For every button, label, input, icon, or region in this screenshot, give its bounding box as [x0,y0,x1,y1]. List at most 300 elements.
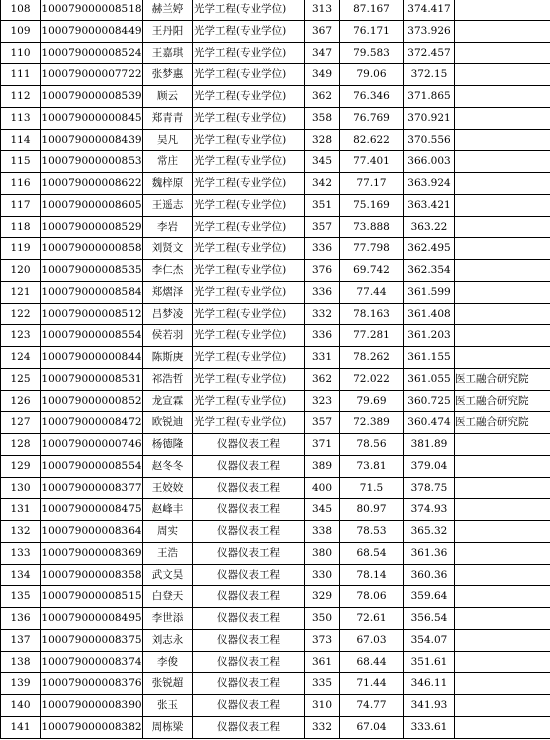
total-score-cell: 366.003 [404,151,455,173]
major-cell: 光学工程(专业学位) [193,281,305,303]
note-cell [455,521,550,543]
note-cell [455,695,550,717]
initial-score-cell: 345 [305,499,340,521]
major-cell: 光学工程(专业学位) [193,42,305,64]
rank-cell: 136 [1,608,41,630]
retest-score-cell: 67.03 [340,629,404,651]
table-body [1,0,550,738]
initial-score-cell: 332 [305,716,340,738]
major-cell: 光学工程(专业学位) [193,368,305,390]
note-cell [455,151,550,173]
major-cell: 仪器仪表工程 [193,499,305,521]
table-row [1,695,550,717]
major-cell: 仪器仪表工程 [193,629,305,651]
candidate-id-cell: 100079000008369 [41,542,143,564]
major-cell: 光学工程(专业学位) [193,173,305,195]
candidate-id-cell: 100079000000853 [41,151,143,173]
table-row [1,129,550,151]
rank-cell: 108 [1,0,41,20]
major-cell: 仪器仪表工程 [193,608,305,630]
initial-score-cell: 350 [305,608,340,630]
candidate-name-cell: 李俊 [143,651,193,673]
total-score-cell: 361.599 [404,281,455,303]
candidate-name-cell: 张锐超 [143,673,193,695]
total-score-cell: 346.11 [404,673,455,695]
retest-score-cell: 79.69 [340,390,404,412]
total-score-cell: 370.556 [404,129,455,151]
rank-cell: 115 [1,151,41,173]
table-row [1,194,550,216]
candidate-id-cell: 100079000000852 [41,390,143,412]
note-cell [455,586,550,608]
table-row [1,499,550,521]
major-cell: 仪器仪表工程 [193,455,305,477]
rank-cell: 121 [1,281,41,303]
note-cell [455,260,550,282]
retest-score-cell: 80.97 [340,499,404,521]
retest-score-cell: 74.77 [340,695,404,717]
initial-score-cell: 373 [305,629,340,651]
retest-score-cell: 71.44 [340,673,404,695]
candidate-id-cell: 100079000008375 [41,629,143,651]
note-cell: 医工融合研究院 [455,390,550,412]
candidate-name-cell: 欧锐迪 [143,412,193,434]
rank-cell: 124 [1,347,41,369]
retest-score-cell: 82.622 [340,129,404,151]
total-score-cell: 381.89 [404,434,455,456]
table-row [1,477,550,499]
candidate-name-cell: 吴凡 [143,129,193,151]
table-row [1,20,550,42]
table-row [1,455,550,477]
total-score-cell: 361.055 [404,368,455,390]
table-row [1,216,550,238]
note-cell [455,173,550,195]
candidate-name-cell: 王姣姣 [143,477,193,499]
major-cell: 光学工程(专业学位) [193,347,305,369]
major-cell: 仪器仪表工程 [193,521,305,543]
candidate-name-cell: 张梦惠 [143,64,193,86]
table-row [1,542,550,564]
candidate-name-cell: 魏梓原 [143,173,193,195]
table-row [1,86,550,108]
rank-cell: 134 [1,564,41,586]
total-score-cell: 360.474 [404,412,455,434]
initial-score-cell: 330 [305,564,340,586]
initial-score-cell: 371 [305,434,340,456]
initial-score-cell: 323 [305,390,340,412]
candidate-name-cell: 武文昊 [143,564,193,586]
initial-score-cell: 357 [305,216,340,238]
rank-cell: 141 [1,716,41,738]
candidate-name-cell: 赵冬冬 [143,455,193,477]
candidate-name-cell: 王浩 [143,542,193,564]
initial-score-cell: 328 [305,129,340,151]
rank-cell: 111 [1,64,41,86]
retest-score-cell: 77.401 [340,151,404,173]
candidate-name-cell: 祁浩哲 [143,368,193,390]
candidate-name-cell: 吕梦凌 [143,303,193,325]
candidate-id-cell: 100079000008439 [41,129,143,151]
retest-score-cell: 78.56 [340,434,404,456]
candidate-name-cell: 刘志永 [143,629,193,651]
candidate-name-cell: 侯若羽 [143,325,193,347]
rank-cell: 131 [1,499,41,521]
major-cell: 光学工程(专业学位) [193,325,305,347]
note-cell [455,564,550,586]
retest-score-cell: 75.169 [340,194,404,216]
candidate-id-cell: 100079000008605 [41,194,143,216]
candidate-name-cell: 龙宣霖 [143,390,193,412]
candidate-id-cell: 100079000000746 [41,434,143,456]
total-score-cell: 371.865 [404,86,455,108]
note-cell [455,347,550,369]
candidate-name-cell: 赫兰婷 [143,0,193,20]
table-row [1,629,550,651]
major-cell: 光学工程(专业学位) [193,64,305,86]
retest-score-cell: 69.742 [340,260,404,282]
initial-score-cell: 400 [305,477,340,499]
initial-score-cell: 336 [305,281,340,303]
rank-cell: 112 [1,86,41,108]
table-row [1,281,550,303]
total-score-cell: 333.61 [404,716,455,738]
major-cell: 光学工程(专业学位) [193,390,305,412]
retest-score-cell: 71.5 [340,477,404,499]
table-row [1,238,550,260]
major-cell: 光学工程(专业学位) [193,216,305,238]
initial-score-cell: 336 [305,238,340,260]
candidate-id-cell: 100079000008472 [41,412,143,434]
note-cell [455,303,550,325]
note-cell [455,129,550,151]
major-cell: 仪器仪表工程 [193,586,305,608]
candidate-id-cell: 100079000008515 [41,586,143,608]
initial-score-cell: 342 [305,173,340,195]
major-cell: 仪器仪表工程 [193,651,305,673]
candidate-id-cell: 100079000008531 [41,368,143,390]
retest-score-cell: 78.262 [340,347,404,369]
table-row [1,673,550,695]
initial-score-cell: 310 [305,695,340,717]
table-row [1,0,550,20]
total-score-cell: 374.93 [404,499,455,521]
major-cell: 光学工程(专业学位) [193,107,305,129]
retest-score-cell: 72.61 [340,608,404,630]
note-cell: 医工融合研究院 [455,412,550,434]
candidate-name-cell: 杨德隆 [143,434,193,456]
retest-score-cell: 77.798 [340,238,404,260]
note-cell [455,499,550,521]
initial-score-cell: 329 [305,586,340,608]
initial-score-cell: 358 [305,107,340,129]
major-cell: 光学工程(专业学位) [193,303,305,325]
total-score-cell: 341.93 [404,695,455,717]
initial-score-cell: 345 [305,151,340,173]
rank-cell: 116 [1,173,41,195]
total-score-cell: 361.408 [404,303,455,325]
candidate-name-cell: 刘贤文 [143,238,193,260]
candidate-name-cell: 李岩 [143,216,193,238]
initial-score-cell: 349 [305,64,340,86]
initial-score-cell: 331 [305,347,340,369]
initial-score-cell: 338 [305,521,340,543]
table-row [1,608,550,630]
total-score-cell: 378.75 [404,477,455,499]
total-score-cell: 363.22 [404,216,455,238]
note-cell [455,716,550,738]
candidate-id-cell: 100079000007722 [41,64,143,86]
total-score-cell: 370.921 [404,107,455,129]
candidate-id-cell: 100079000008364 [41,521,143,543]
table-row [1,42,550,64]
rank-cell: 113 [1,107,41,129]
retest-score-cell: 79.583 [340,42,404,64]
table-row [1,151,550,173]
total-score-cell: 361.203 [404,325,455,347]
retest-score-cell: 78.14 [340,564,404,586]
candidate-id-cell: 100079000008535 [41,260,143,282]
candidate-name-cell: 李世添 [143,608,193,630]
rank-cell: 125 [1,368,41,390]
note-cell [455,651,550,673]
rank-cell: 109 [1,20,41,42]
initial-score-cell: 335 [305,673,340,695]
note-cell [455,477,550,499]
note-cell [455,325,550,347]
initial-score-cell: 313 [305,0,340,20]
note-cell [455,86,550,108]
candidate-id-cell: 100079000000844 [41,347,143,369]
note-cell [455,629,550,651]
retest-score-cell: 72.389 [340,412,404,434]
candidate-id-cell: 100079000008524 [41,42,143,64]
rank-cell: 135 [1,586,41,608]
initial-score-cell: 362 [305,368,340,390]
note-cell [455,281,550,303]
candidate-id-cell: 100079000008390 [41,695,143,717]
retest-score-cell: 76.346 [340,86,404,108]
candidate-name-cell: 郑熠泽 [143,281,193,303]
note-cell [455,107,550,129]
retest-score-cell: 72.022 [340,368,404,390]
rank-cell: 126 [1,390,41,412]
retest-score-cell: 77.17 [340,173,404,195]
candidate-id-cell: 100079000008529 [41,216,143,238]
major-cell: 仪器仪表工程 [193,542,305,564]
rank-cell: 128 [1,434,41,456]
rank-cell: 123 [1,325,41,347]
retest-score-cell: 76.171 [340,20,404,42]
candidate-id-cell: 100079000000858 [41,238,143,260]
total-score-cell: 379.04 [404,455,455,477]
major-cell: 仪器仪表工程 [193,673,305,695]
table-row [1,412,550,434]
rank-cell: 129 [1,455,41,477]
major-cell: 仪器仪表工程 [193,716,305,738]
total-score-cell: 359.64 [404,586,455,608]
candidate-id-cell: 100079000008377 [41,477,143,499]
table-row [1,651,550,673]
candidate-name-cell: 周实 [143,521,193,543]
major-cell: 光学工程(专业学位) [193,412,305,434]
retest-score-cell: 73.888 [340,216,404,238]
candidate-id-cell: 100079000008539 [41,86,143,108]
total-score-cell: 363.421 [404,194,455,216]
rank-cell: 140 [1,695,41,717]
rank-cell: 117 [1,194,41,216]
total-score-cell: 372.457 [404,42,455,64]
initial-score-cell: 380 [305,542,340,564]
candidate-name-cell: 王遥志 [143,194,193,216]
retest-score-cell: 87.167 [340,0,404,20]
initial-score-cell: 361 [305,651,340,673]
retest-score-cell: 68.44 [340,651,404,673]
total-score-cell: 362.495 [404,238,455,260]
rank-cell: 133 [1,542,41,564]
table-row [1,564,550,586]
rank-cell: 127 [1,412,41,434]
retest-score-cell: 77.281 [340,325,404,347]
major-cell: 光学工程(专业学位) [193,129,305,151]
total-score-cell: 354.07 [404,629,455,651]
rank-cell: 130 [1,477,41,499]
major-cell: 仪器仪表工程 [193,434,305,456]
total-score-cell: 363.924 [404,173,455,195]
note-cell [455,542,550,564]
major-cell: 仪器仪表工程 [193,477,305,499]
table-row [1,390,550,412]
candidate-id-cell: 100079000008382 [41,716,143,738]
retest-score-cell: 79.06 [340,64,404,86]
note-cell [455,238,550,260]
total-score-cell: 374.417 [404,0,455,20]
candidate-name-cell: 王嘉琪 [143,42,193,64]
candidate-id-cell: 100079000008358 [41,564,143,586]
candidate-name-cell: 顾云 [143,86,193,108]
note-cell: 医工融合研究院 [455,368,550,390]
candidate-id-cell: 100079000008584 [41,281,143,303]
candidate-name-cell: 郑青青 [143,107,193,129]
table-row [1,173,550,195]
total-score-cell: 351.61 [404,651,455,673]
retest-score-cell: 68.54 [340,542,404,564]
total-score-cell: 361.36 [404,542,455,564]
major-cell: 光学工程(专业学位) [193,238,305,260]
note-cell [455,194,550,216]
initial-score-cell: 332 [305,303,340,325]
candidate-id-cell: 100079000008518 [41,0,143,20]
candidate-id-cell: 100079000008554 [41,325,143,347]
table-row [1,303,550,325]
major-cell: 光学工程(专业学位) [193,260,305,282]
total-score-cell: 360.36 [404,564,455,586]
total-score-cell: 361.155 [404,347,455,369]
candidate-name-cell: 陈斯庚 [143,347,193,369]
rank-cell: 139 [1,673,41,695]
table-row [1,64,550,86]
rank-cell: 114 [1,129,41,151]
rank-cell: 122 [1,303,41,325]
retest-score-cell: 78.53 [340,521,404,543]
candidate-name-cell: 李仁杰 [143,260,193,282]
table-row [1,716,550,738]
candidate-id-cell: 100079000008622 [41,173,143,195]
candidate-name-cell: 白登天 [143,586,193,608]
candidate-id-cell: 100079000008495 [41,608,143,630]
note-cell [455,434,550,456]
initial-score-cell: 367 [305,20,340,42]
total-score-cell: 365.32 [404,521,455,543]
total-score-cell: 356.54 [404,608,455,630]
note-cell [455,455,550,477]
table-row [1,521,550,543]
table-row [1,107,550,129]
total-score-cell: 373.926 [404,20,455,42]
rank-cell: 120 [1,260,41,282]
candidate-id-cell: 100079000008512 [41,303,143,325]
rank-cell: 137 [1,629,41,651]
candidate-name-cell: 赵峰丰 [143,499,193,521]
note-cell [455,0,550,20]
table-row [1,260,550,282]
retest-score-cell: 78.06 [340,586,404,608]
rank-cell: 138 [1,651,41,673]
major-cell: 仪器仪表工程 [193,695,305,717]
candidate-id-cell: 100079000008475 [41,499,143,521]
rank-cell: 132 [1,521,41,543]
initial-score-cell: 362 [305,86,340,108]
note-cell [455,42,550,64]
table-row [1,325,550,347]
candidate-name-cell: 周栋梁 [143,716,193,738]
candidate-id-cell: 100079000000845 [41,107,143,129]
table-row [1,368,550,390]
candidate-name-cell: 张玉 [143,695,193,717]
retest-score-cell: 73.81 [340,455,404,477]
total-score-cell: 360.725 [404,390,455,412]
candidate-id-cell: 100079000008376 [41,673,143,695]
major-cell: 光学工程(专业学位) [193,151,305,173]
major-cell: 光学工程(专业学位) [193,86,305,108]
retest-score-cell: 77.44 [340,281,404,303]
initial-score-cell: 347 [305,42,340,64]
candidate-name-cell: 常庄 [143,151,193,173]
table-row [1,434,550,456]
retest-score-cell: 67.04 [340,716,404,738]
major-cell: 仪器仪表工程 [193,564,305,586]
initial-score-cell: 351 [305,194,340,216]
rank-cell: 118 [1,216,41,238]
note-cell [455,673,550,695]
total-score-cell: 362.354 [404,260,455,282]
candidate-id-cell: 100079000008374 [41,651,143,673]
table-row [1,347,550,369]
major-cell: 光学工程(专业学位) [193,0,305,20]
note-cell [455,608,550,630]
note-cell [455,216,550,238]
candidate-id-cell: 100079000008449 [41,20,143,42]
retest-score-cell: 78.163 [340,303,404,325]
note-cell [455,20,550,42]
retest-score-cell: 76.769 [340,107,404,129]
rank-cell: 119 [1,238,41,260]
major-cell: 光学工程(专业学位) [193,194,305,216]
total-score-cell: 372.15 [404,64,455,86]
initial-score-cell: 389 [305,455,340,477]
candidate-id-cell: 100079000008554 [41,455,143,477]
candidate-name-cell: 王丹阳 [143,20,193,42]
